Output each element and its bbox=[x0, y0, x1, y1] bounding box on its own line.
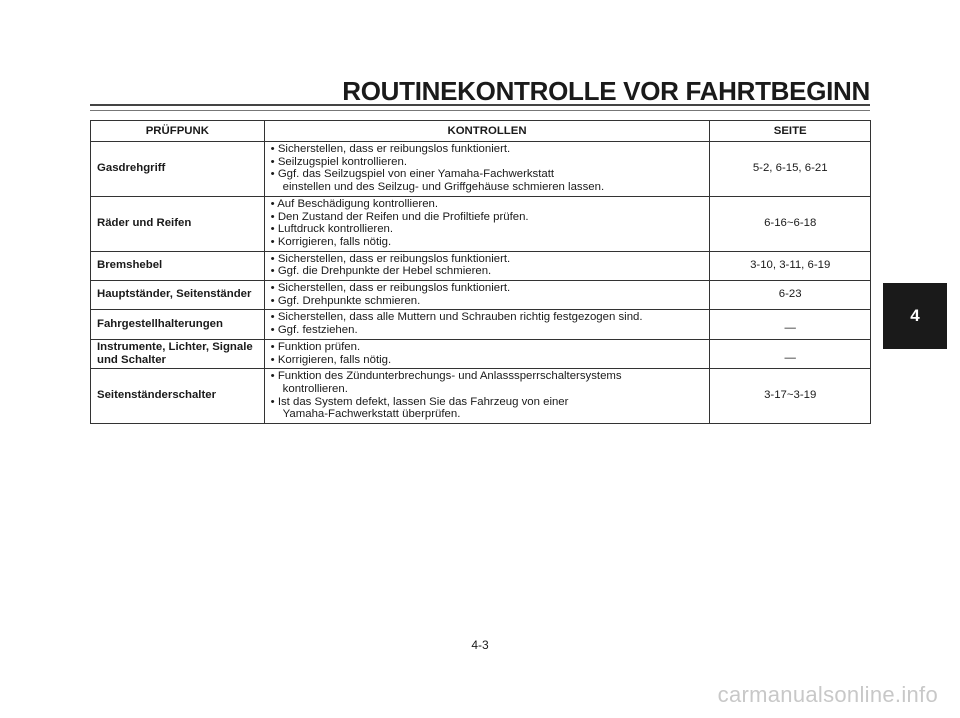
check-line: einstellen und des Seilzug- und Griffgehäuse schmieren lassen. bbox=[282, 181, 605, 194]
check-line: • Ggf. festziehen. bbox=[270, 324, 358, 337]
check-list bbox=[264, 196, 710, 251]
table-row bbox=[91, 339, 871, 368]
inspection-item-line: Gasdrehgriff bbox=[97, 162, 166, 175]
page-reference: 5-2, 6-15, 6-21 bbox=[710, 142, 871, 197]
check-line: • Korrigieren, falls nötig. bbox=[270, 235, 392, 248]
check-line: • Sicherstellen, dass er reibungslos funktioniert. bbox=[270, 252, 511, 265]
check-line: • Ggf. die Drehpunkte der Hebel schmieren. bbox=[270, 265, 492, 278]
check-line: Yamaha-Fachwerkstatt überprüfen. bbox=[282, 408, 461, 421]
inspection-item-line: Bremshebel bbox=[97, 258, 163, 271]
check-line: • Sicherstellen, dass alle Muttern und Schrauben richtig festgezogen sind. bbox=[270, 311, 643, 324]
title-rule bbox=[90, 104, 870, 111]
check-line: • Funktion des Zündunterbrechungs- und Anlasssperrschaltersystems bbox=[270, 370, 622, 383]
inspection-item-line: Fahrgestellhalterungen bbox=[97, 317, 223, 330]
check-line: kontrollieren. bbox=[282, 382, 348, 395]
inspection-item-line: und Schalter bbox=[97, 353, 166, 366]
page-title: ROUTINEKONTROLLE VOR FAHRTBEGINN bbox=[342, 76, 870, 106]
inspection-item bbox=[91, 196, 265, 251]
page-reference: 6-16~6-18 bbox=[710, 196, 871, 251]
table-row bbox=[91, 142, 871, 197]
inspection-item-line: Hauptständer, Seitenständer bbox=[97, 288, 252, 301]
table-header-row bbox=[91, 121, 871, 142]
inspection-item bbox=[91, 281, 265, 310]
inspection-item bbox=[91, 369, 265, 424]
check-line: • Den Zustand der Reifen und die Profiltiefe prüfen. bbox=[270, 210, 529, 223]
check-line: • Auf Beschädigung kontrollieren. bbox=[270, 197, 439, 210]
check-list bbox=[264, 142, 710, 197]
chapter-tab-label: 4 bbox=[910, 306, 920, 325]
column-header-item: PRÜFPUNK bbox=[91, 121, 265, 142]
check-line: • Seilzugspiel kontrollieren. bbox=[270, 155, 407, 168]
chapter-tab bbox=[883, 283, 947, 349]
watermark: carmanualsonline.info bbox=[717, 682, 938, 707]
inspection-item-line: Instrumente, Lichter, Signale bbox=[97, 340, 253, 353]
inspection-table bbox=[90, 120, 871, 424]
inspection-item bbox=[91, 251, 265, 280]
column-header-page: SEITE bbox=[710, 121, 871, 142]
check-line: • Funktion prüfen. bbox=[270, 340, 361, 353]
page-reference: 6-23 bbox=[710, 281, 871, 310]
check-list bbox=[264, 339, 710, 368]
check-line: • Korrigieren, falls nötig. bbox=[270, 353, 392, 366]
page-reference: 3-10, 3-11, 6-19 bbox=[710, 251, 871, 280]
check-line: • Sicherstellen, dass er reibungslos funktioniert. bbox=[270, 282, 511, 295]
page-reference: — bbox=[710, 339, 871, 368]
check-list bbox=[264, 369, 710, 424]
page-reference: 3-17~3-19 bbox=[710, 369, 871, 424]
page-header bbox=[90, 76, 870, 106]
check-line: • Ggf. Drehpunkte schmieren. bbox=[270, 294, 421, 307]
table-row bbox=[91, 251, 871, 280]
check-line: • Ist das System defekt, lassen Sie das Fahrzeug von einer bbox=[270, 395, 569, 408]
table-row bbox=[91, 196, 871, 251]
check-line: • Ggf. das Seilzugspiel von einer Yamaha-Fachwerkstatt bbox=[270, 168, 555, 181]
inspection-item bbox=[91, 310, 265, 339]
column-header-checks: KONTROLLEN bbox=[264, 121, 710, 142]
page-reference: — bbox=[710, 310, 871, 339]
table-row bbox=[91, 310, 871, 339]
inspection-item-line: Seitenständerschalter bbox=[97, 389, 217, 402]
inspection-item bbox=[91, 142, 265, 197]
check-list bbox=[264, 251, 710, 280]
inspection-item bbox=[91, 339, 265, 368]
check-line: • Luftdruck kontrollieren. bbox=[270, 223, 394, 236]
check-list bbox=[264, 310, 710, 339]
table-body bbox=[91, 142, 871, 424]
page-number: 4-3 bbox=[471, 638, 489, 652]
check-list bbox=[264, 281, 710, 310]
table-row bbox=[91, 281, 871, 310]
table-row bbox=[91, 369, 871, 424]
inspection-item-line: Räder und Reifen bbox=[97, 216, 192, 229]
check-line: • Sicherstellen, dass er reibungslos funktioniert. bbox=[270, 143, 511, 155]
